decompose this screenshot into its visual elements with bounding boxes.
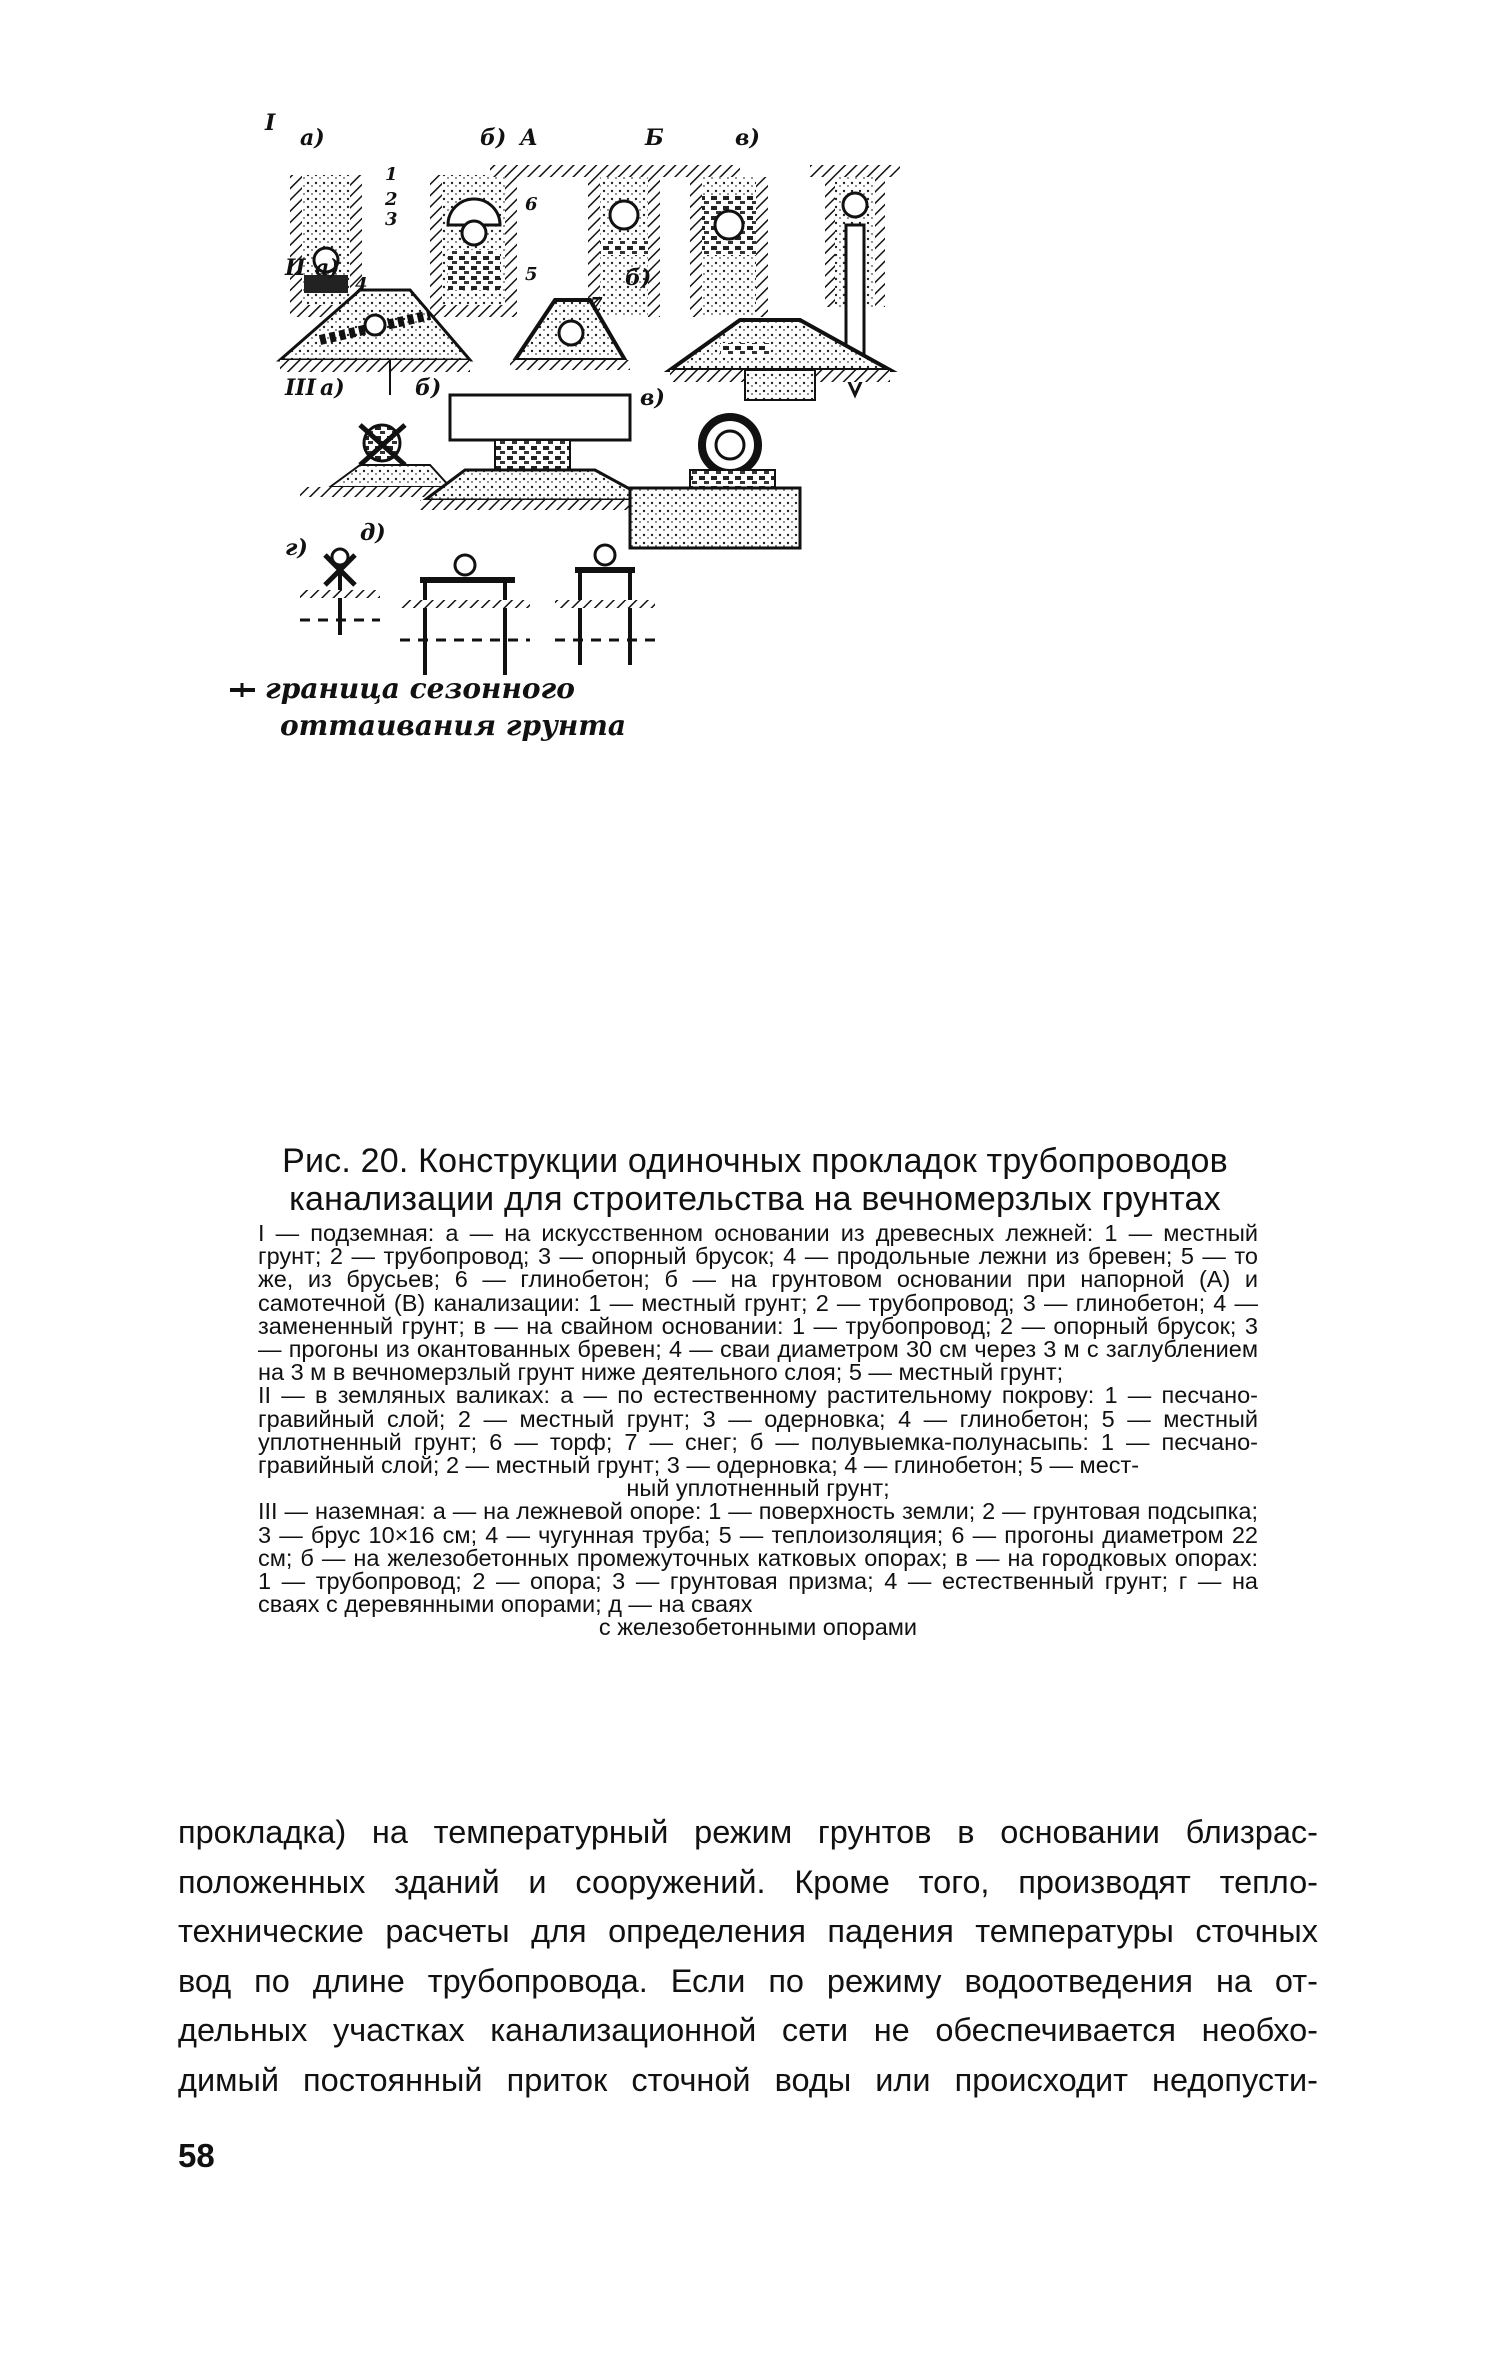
label-I-a: а) [300, 125, 325, 151]
label-II-b: б) [625, 265, 652, 291]
legend-section-II: II — в земляных валиках: а — по естественному растительному покрову: 1 — песчано-гравийный слой; 2 — местный грунт; 3 — одерновка; 4 — глинобетон; 5 — местный уплотненный грунт; 6 — торф; 7 — снег; б — полувыемка-полунасыпь: 1 — песчано-гравийный слой; 2 — местный грунт; 3 — одерновка; 4 — глинобетон; 5 — мест- [258, 1382, 1258, 1479]
caption-title-line-1: Рис. 20. Конструкции одиночных прокладок трубопроводов [282, 1142, 1228, 1180]
diagram-III-b-roller-support [420, 395, 655, 510]
body-line: положенных зданий и сооружений. Кроме того, производят тепло- [178, 1863, 1318, 1900]
label-I-b-A: А [520, 125, 538, 151]
label-I-v: в) [735, 125, 760, 151]
body-line: вод по длине трубопровода. Если по режиму водоотведения на от- [178, 1962, 1318, 1999]
legend-section-II-end: ный уплотненный грунт; [626, 1475, 890, 1502]
label-III-g: г) [285, 535, 308, 561]
body-line: технические расчеты для определения падения температуры сточных [178, 1913, 1318, 1949]
label-section-I: I [265, 110, 276, 136]
callout-1: 1 [385, 164, 398, 185]
callout-5: 5 [525, 264, 538, 285]
label-III-v: в) [640, 385, 665, 411]
label-III-b: б) [415, 375, 442, 401]
legend-section-III-end: с железобетонными опорами [598, 1614, 918, 1641]
diagram-I-a-trench-2 [430, 175, 517, 317]
note-line-1: граница сезонного [265, 672, 575, 705]
body-line: дельных участках канализационной сети не обеспечивается необхо- [178, 2012, 1318, 2048]
note-line-2: оттаивания грунта [280, 709, 627, 742]
body-line: прокладка) на температурный режим грунтов в основании близрас- [178, 1814, 1318, 1850]
legend-section-III: III — наземная: а — на лежневой опоре: 1 — поверхность земли; 2 — грунтовая подсыпка; 3 — брус 10×16 см; 4 — чугунная труба; 5 — теплоизоляция; 6 — прогоны диаметром 22 см; б — на железобетонных промежуточных катковых опорах; в — на городковых опорах: 1 — трубопровод; 2 — опора; 3 — грунтовая призма; 4 — естественный грунт; г — на сваях с деревянными опорами; д — на сваях [258, 1498, 1258, 1618]
diagram-I-b-trenches [490, 165, 768, 317]
label-II-a: а) [315, 255, 340, 281]
callout-2: 2 [385, 189, 398, 210]
caption-title-line-2: канализации для строительства на вечномерзлых грунтах [289, 1180, 1221, 1218]
body-paragraph [178, 1808, 1318, 2105]
callout-7: 7 [590, 294, 603, 315]
label-section-II: II [285, 255, 306, 281]
diagram-III-d-concrete-piles [400, 545, 655, 675]
legend-section-I: I — подземная: а — на искусственном основании из древесных лежней: 1 — местный грунт; 2 — трубопровод; 3 — опорный брусок; 4 — продольные лежни из бревен; 5 — то же, из брусьев; 6 — глинобетон; б — на грунтовом основании при напорной (А) и самотечной (В) канализации: 1 — местный грунт; 2 — трубопровод; 3 — глинобетон; 4 — замененный грунт; в — на свайном основании: 1 — трубопровод; 2 — опорный брусок; 3 — прогоны из окантованных бревен; 4 — сваи диаметром 30 см через 3 м с заглублением на 3 м в вечномерзлый грунт ниже деятельного слоя; 5 — местный грунт; [258, 1220, 1258, 1386]
label-section-III: III [285, 375, 316, 401]
diagram-III-v-gorodkov-support [630, 417, 800, 548]
callout-6: 6 [525, 194, 538, 215]
figure-legend [258, 1222, 1258, 1640]
page-number: 58 [178, 2137, 215, 2174]
diagram-III-g-timber-pile [300, 549, 380, 635]
label-III-d: д) [360, 520, 386, 546]
label-I-b-B: Б [645, 125, 664, 151]
label-I-b: б) [480, 125, 507, 151]
label-III-a: а) [320, 375, 345, 401]
figure-20-drawing [265, 110, 1270, 1125]
body-line: димый постоянный приток сточной воды или происходит недопусти- [178, 2061, 1318, 2098]
diagram-I-a-trench [290, 175, 362, 317]
callout-4: 4 [355, 274, 368, 295]
figure-caption-title [270, 1142, 1240, 1218]
callout-3: 3 [385, 209, 398, 230]
